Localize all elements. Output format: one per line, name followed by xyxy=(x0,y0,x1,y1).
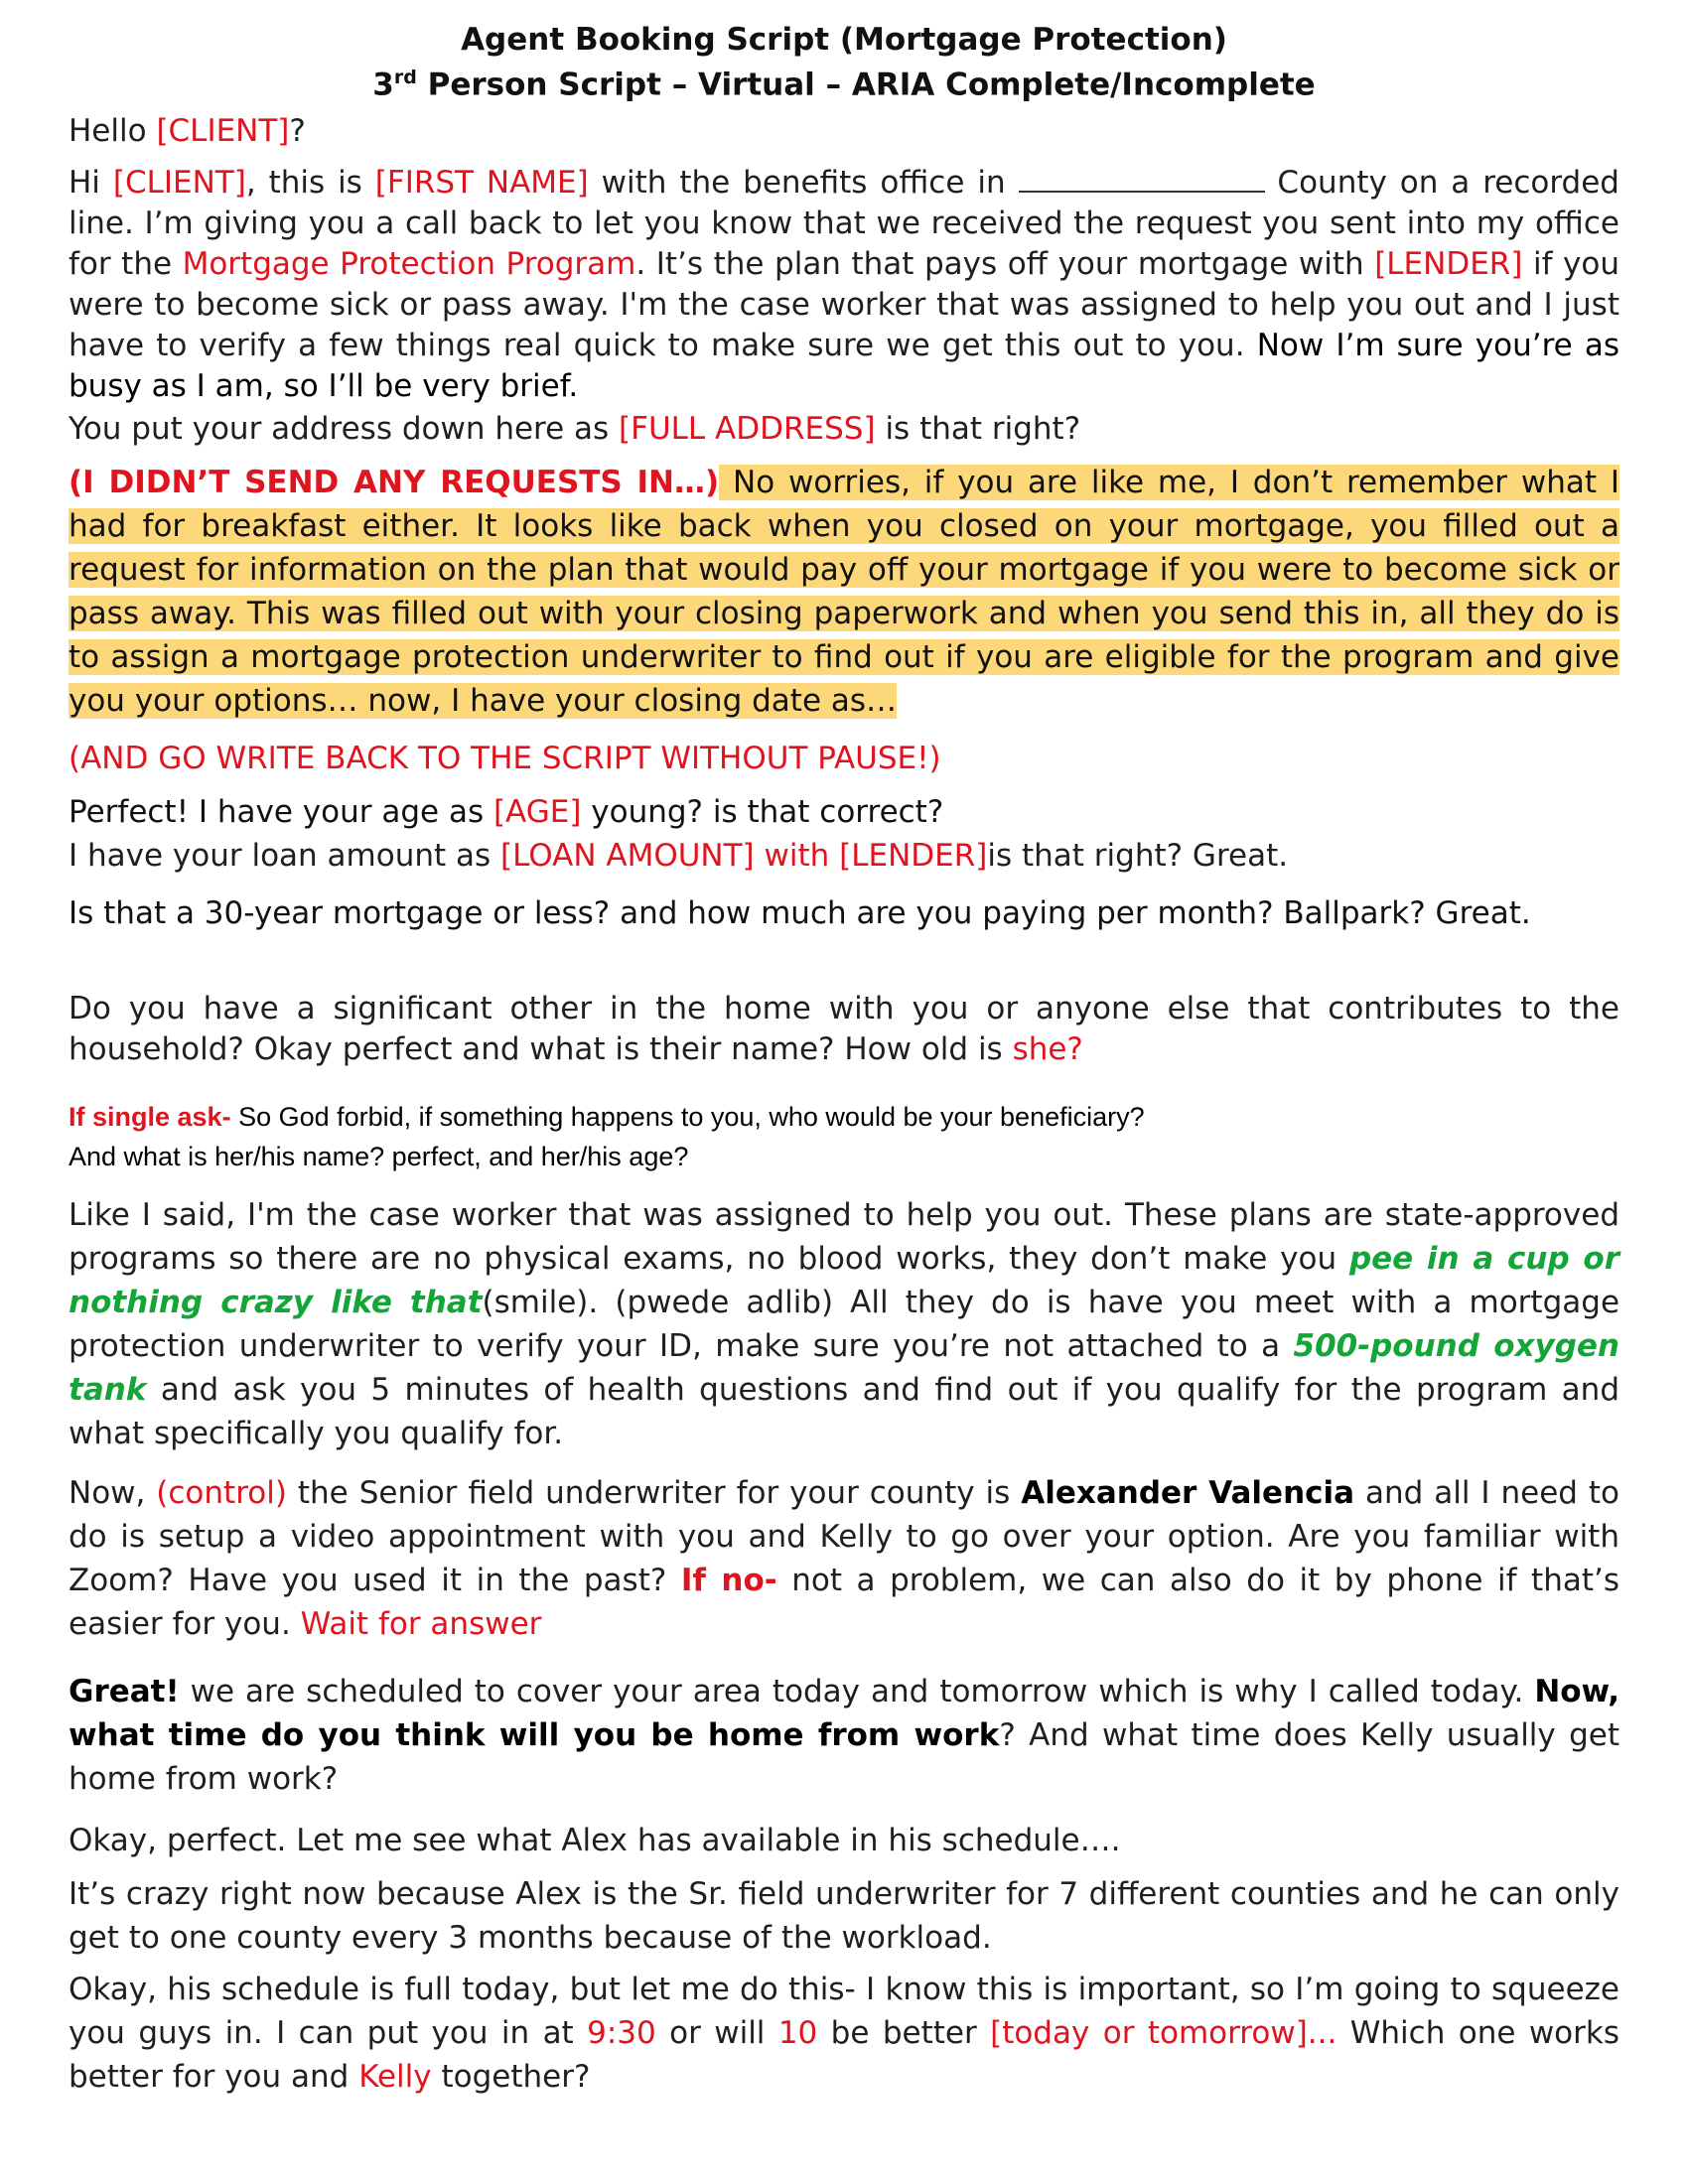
schedule-paragraph xyxy=(69,1670,1619,1801)
case-worker-paragraph xyxy=(69,1193,1619,1455)
document-subtitle xyxy=(0,67,1688,102)
text: Which one works better for you and xyxy=(69,2015,1619,2095)
text: So God forbid, if something happens to you, who would be your beneficiary? xyxy=(230,1102,1145,1132)
text: not a problem, we can also do it by phone if that’s easier for you. xyxy=(69,1563,1620,1642)
text: and all I need to do is setup a video appointment with you and Kelly to go over your option. Are you familiar with Zoom? Have you used it in the past? xyxy=(69,1475,1619,1598)
text: ? xyxy=(289,113,306,149)
text: (smile). (pwede adlib) All they do is have you meet with a mortgage protection underwriter to verify your ID, make sure you’re not attached to a xyxy=(69,1285,1620,1364)
great-label: Great! xyxy=(69,1674,180,1709)
county-blank xyxy=(1019,165,1265,193)
appointment-paragraph xyxy=(69,1968,1619,2099)
address-placeholder: [FULL ADDRESS] xyxy=(619,411,876,447)
text: Now I’m sure you’re as busy as I am, so I’ll be very brief. xyxy=(69,328,1619,404)
subtitle-number: 3 xyxy=(372,67,394,103)
lender-placeholder: [LENDER] xyxy=(1374,246,1523,282)
significant-other-paragraph xyxy=(69,989,1619,1070)
subtitle-ordinal: rd xyxy=(393,67,417,88)
objection-paragraph xyxy=(69,461,1619,723)
text: young? is that correct? xyxy=(581,794,944,830)
greeting-line xyxy=(69,111,1619,152)
time-option-1: 9:30 xyxy=(587,2015,656,2051)
text: Okay, his schedule is full today, but let me do this- I know this is important, so I’m going to squeeze you guys in. I can put you in at xyxy=(69,1972,1619,2051)
text: County on a recorded line. I’m giving you a call back to let you know that we received the request you sent into my office for the xyxy=(69,165,1619,282)
text: Perfect! I have your age as xyxy=(69,794,493,830)
text: You put your address down here as xyxy=(69,411,620,447)
document-title: Agent Booking Script (Mortgage Protection) xyxy=(461,22,1227,58)
workload-paragraph: It’s crazy right now because Alex is the Sr. field underwriter for 7 different counties and he can only get to one county every 3 months because of the workload. xyxy=(69,1876,1619,1956)
objection-response: No worries, if you are like me, I don’t remember what I had for breakfast either. It looks like back when you closed on your mortgage, you filled out a request for information on the plan that would pay off your mortgage if you were to become sick or pass away. This was filled out with your closing paperwork and when you send this in, all they do is to assign a mortgage protection underwriter to find out if you are eligible for the program and give you your options… now, I have your closing date as… xyxy=(69,465,1619,719)
loan-placeholder: [LOAN AMOUNT] with [LENDER] xyxy=(500,838,988,874)
text: Do you have a significant other in the home with you or anyone else that contributes to the household? Okay perfect and what is their name? How old is xyxy=(69,991,1619,1067)
text: together? xyxy=(431,2059,591,2095)
underwriter-name: Alexander Valencia xyxy=(1021,1475,1355,1511)
control-label: (control) xyxy=(156,1475,287,1511)
single-ask-label: If single ask- xyxy=(69,1102,231,1132)
first-name-placeholder: [FIRST NAME] xyxy=(374,165,589,201)
text: we are scheduled to cover your area today and tomorrow which is why I called today. xyxy=(179,1674,1535,1709)
home-question: Now, what time do you think will you be home from work xyxy=(69,1674,1619,1753)
text: is that right? Great. xyxy=(987,838,1289,874)
text: , this is xyxy=(245,165,375,201)
text: if you were to become sick or pass away. I'm the case worker that was assigned to help you out and I just have to verify a few things real quick to make sure we get this out to you. xyxy=(69,246,1619,363)
single-ask-line xyxy=(69,1102,1619,1133)
text: be better xyxy=(817,2015,991,2051)
text: ? And what time does Kelly usually get home from work? xyxy=(69,1717,1619,1797)
text: Like I said, I'm the case worker that was assigned to help you out. These plans are state-approved programs so there are no physical exams, no blood works, they don’t make you xyxy=(69,1197,1619,1277)
program-name: Mortgage Protection Program xyxy=(182,246,636,282)
if-no-label: If no- xyxy=(680,1563,777,1598)
loan-line xyxy=(69,836,1619,877)
day-option: [today or tomorrow]... xyxy=(990,2015,1337,2051)
address-line xyxy=(69,409,1619,450)
mortgage-term-paragraph: Is that a 30-year mortgage or less? and how much are you paying per month? Ballpark? Great. xyxy=(69,895,1531,931)
time-option-2: 10 xyxy=(777,2015,818,2051)
text: Hi xyxy=(69,165,113,201)
age-placeholder: [AGE] xyxy=(492,794,582,830)
text: and ask you 5 minutes of health questions and find out if you qualify for the program and what specifically you qualify for. xyxy=(69,1372,1619,1451)
text: . It’s the plan that pays off your mortgage with xyxy=(635,246,1375,282)
objection-label: (I DIDN’T SEND ANY REQUESTS IN…) xyxy=(69,465,720,500)
text: is that right? xyxy=(875,411,1081,447)
subtitle-text: Person Script – Virtual – ARIA Complete/Incomplete xyxy=(416,67,1316,103)
text: with the benefits office in xyxy=(588,165,1019,201)
text: I have your loan amount as xyxy=(69,838,501,874)
age-line xyxy=(69,792,1619,833)
adlib-phrase-2: 500-pound oxygen tank xyxy=(69,1328,1619,1408)
she-placeholder: she? xyxy=(1012,1031,1083,1067)
instruction-line: (AND GO WRITE BACK TO THE SCRIPT WITHOUT PAUSE!) xyxy=(69,741,941,776)
availability-line: Okay, perfect. Let me see what Alex has available in his schedule…. xyxy=(69,1823,1121,1858)
wait-for-answer: Wait for answer xyxy=(300,1606,542,1642)
text: Now, xyxy=(69,1475,157,1511)
text: Hello xyxy=(69,113,157,149)
intro-paragraph xyxy=(69,163,1619,407)
underwriter-paragraph xyxy=(69,1471,1619,1646)
adlib-phrase-1: pee in a cup or nothing crazy like that xyxy=(69,1241,1619,1320)
client-placeholder: [CLIENT] xyxy=(156,113,290,149)
client-placeholder: [CLIENT] xyxy=(112,165,246,201)
text: the Senior field underwriter for your county is xyxy=(286,1475,1022,1511)
kelly-name: Kelly xyxy=(358,2059,432,2095)
text: or will xyxy=(655,2015,778,2051)
beneficiary-line: And what is her/his name? perfect, and her/his age? xyxy=(69,1142,689,1171)
